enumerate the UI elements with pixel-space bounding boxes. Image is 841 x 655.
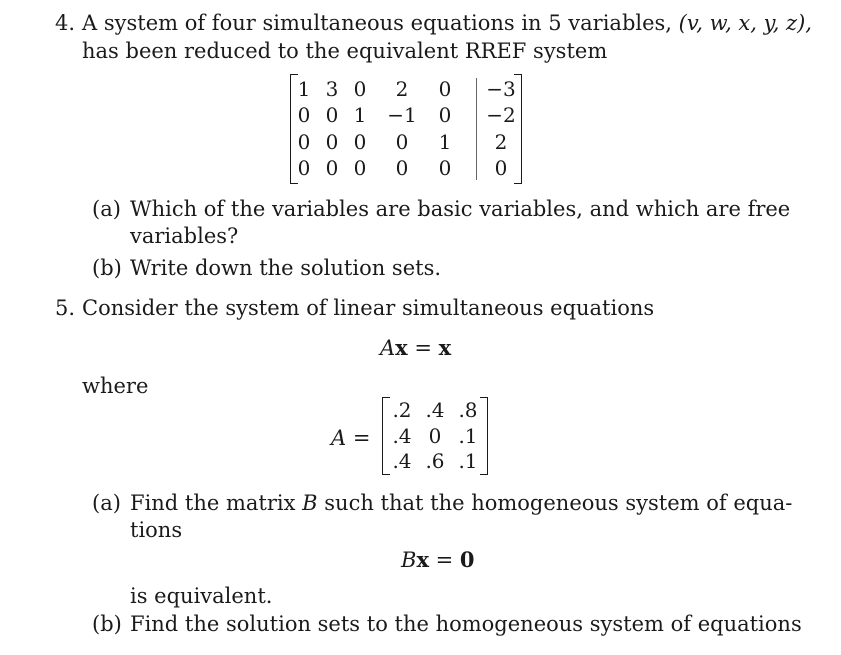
rref-cell: 0 bbox=[297, 130, 311, 154]
rref-cell: 0 bbox=[297, 156, 311, 180]
q5-part-a-line2: tions bbox=[130, 518, 183, 542]
rref-cell: 0 bbox=[325, 103, 339, 127]
eq2-equals: = bbox=[428, 548, 460, 572]
eq-matrix-A: A bbox=[380, 336, 396, 360]
q4-part-b-text: Write down the solution sets. bbox=[130, 256, 442, 280]
matrix-A-cell: .6 bbox=[425, 449, 445, 473]
q4-part-a-label: (a) bbox=[92, 197, 121, 221]
q5-part-b-label: (b) bbox=[92, 612, 122, 636]
q5-equation bbox=[380, 335, 451, 361]
eq2-matrix-B: B bbox=[401, 548, 417, 572]
q4-line1-text: A system of four simultaneous equations in 5 variables, bbox=[82, 11, 672, 35]
rref-cell: 0 bbox=[325, 156, 339, 180]
q5-part-a-line1 bbox=[130, 490, 792, 516]
rref-cell: 3 bbox=[325, 77, 339, 101]
matrix-A bbox=[382, 397, 488, 475]
matrix-A-cell: 0 bbox=[428, 424, 442, 448]
q5-is-equivalent: is equivalent. bbox=[130, 584, 273, 608]
q4-variables: (v, w, x, y, z), bbox=[678, 11, 812, 35]
eq-equals: = bbox=[407, 336, 439, 360]
rref-cell: −1 bbox=[387, 103, 417, 127]
matrix-A-cell: .1 bbox=[458, 424, 478, 448]
q5-where: where bbox=[82, 374, 149, 398]
q5-part-a-B: B bbox=[302, 491, 318, 515]
matrix-A-label-text: A = bbox=[331, 426, 371, 450]
rref-cell: 0 bbox=[297, 103, 311, 127]
eq-vector-x-rhs: x bbox=[438, 335, 452, 360]
rref-cell: 2 bbox=[494, 130, 508, 154]
matrix-A-cell: .8 bbox=[458, 398, 478, 422]
rref-cell: 1 bbox=[353, 103, 367, 127]
rref-cell: 0 bbox=[353, 77, 367, 101]
augment-bar bbox=[476, 78, 477, 180]
q5-equation-2 bbox=[401, 547, 475, 573]
q4-part-a-line1: Which of the variables are basic variables, and which are free bbox=[130, 197, 791, 221]
rref-cell: 0 bbox=[438, 156, 452, 180]
q4-part-b-label: (b) bbox=[92, 256, 122, 280]
matrix-A-cell: .4 bbox=[392, 424, 412, 448]
q4-line2: has been reduced to the equivalent RREF system bbox=[82, 39, 608, 63]
q5-part-a-label: (a) bbox=[92, 491, 121, 515]
rref-cell: 1 bbox=[297, 77, 311, 101]
q4-part-a-line2: variables? bbox=[130, 224, 239, 248]
rref-cell: −3 bbox=[486, 77, 516, 101]
matrix-A-cell: .4 bbox=[392, 449, 412, 473]
q5-line1: Consider the system of linear simultaneous equations bbox=[82, 296, 655, 320]
eq2-vector-x: x bbox=[416, 547, 429, 572]
q5-number: 5. bbox=[55, 296, 76, 320]
rref-cell: 1 bbox=[438, 130, 452, 154]
rref-cell: 0 bbox=[395, 130, 409, 154]
matrix-A-cell: .2 bbox=[392, 398, 412, 422]
rref-cell: 2 bbox=[395, 77, 409, 101]
rref-cell: 0 bbox=[438, 103, 452, 127]
rref-cell: 0 bbox=[353, 156, 367, 180]
rref-cell: 0 bbox=[395, 156, 409, 180]
q5-part-a-post: such that the homogeneous system of equa- bbox=[324, 491, 793, 515]
rref-matrix bbox=[290, 74, 522, 184]
matrix-A-cell: .1 bbox=[458, 449, 478, 473]
q5-part-a-pre: Find the matrix bbox=[130, 491, 296, 515]
rref-cell: 0 bbox=[325, 130, 339, 154]
matrix-A-cell: .4 bbox=[425, 398, 445, 422]
rref-cell: 0 bbox=[494, 156, 508, 180]
matrix-A-right-bracket bbox=[480, 397, 488, 475]
rref-cell: 0 bbox=[353, 130, 367, 154]
q4-number: 4. bbox=[55, 11, 76, 35]
eq2-zero-vector: 0 bbox=[459, 547, 475, 572]
rref-cell: −2 bbox=[486, 103, 516, 127]
q4-line1 bbox=[82, 10, 812, 36]
eq-vector-x: x bbox=[395, 335, 408, 360]
matrix-A-label bbox=[331, 425, 370, 451]
q5-part-b-text: Find the solution sets to the homogeneous system of equations bbox=[130, 612, 802, 636]
rref-cell: 0 bbox=[438, 77, 452, 101]
